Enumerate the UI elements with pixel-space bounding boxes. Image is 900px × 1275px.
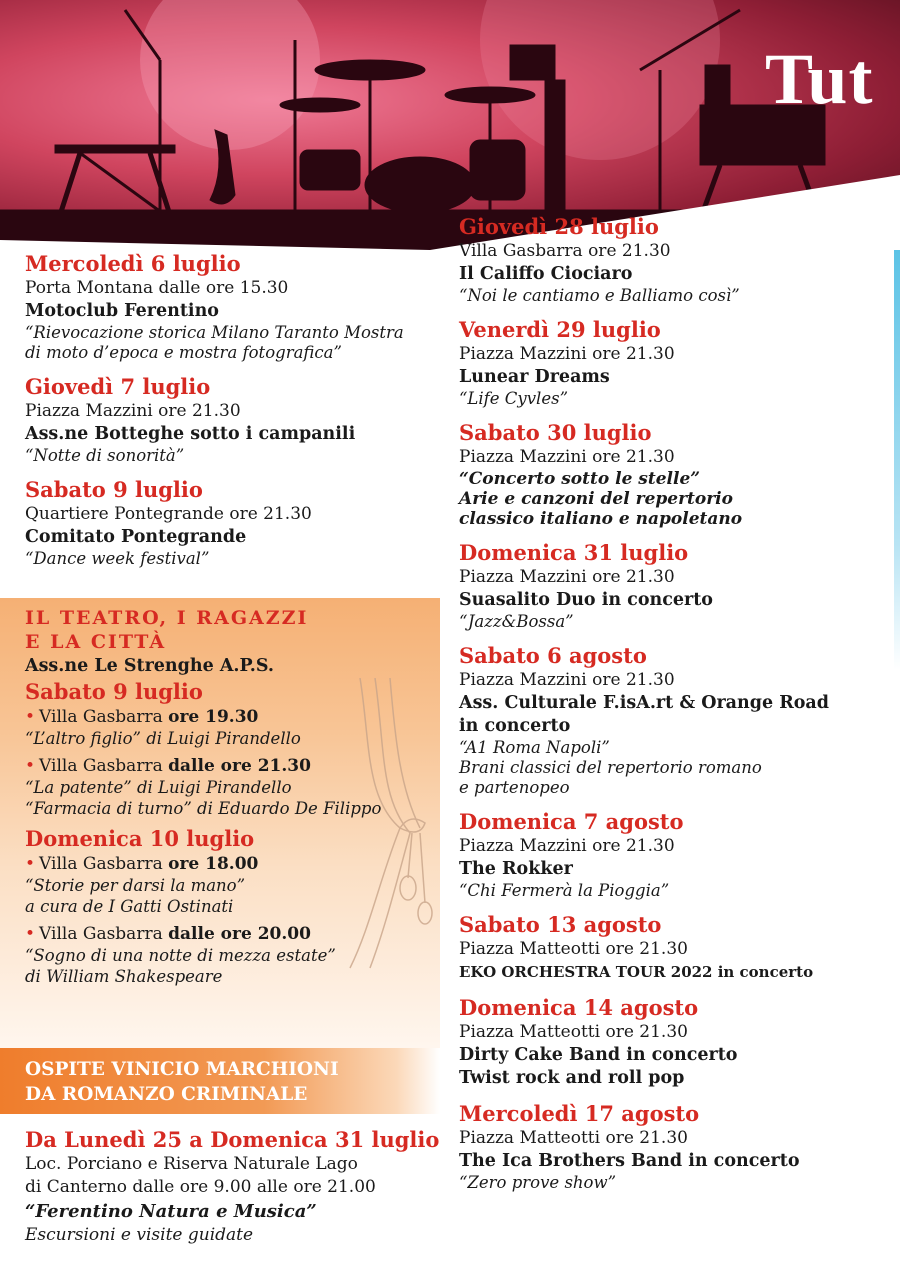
event-description: Brani classici del repertorio romano [459,758,762,777]
guest-line1: OSPITE VINICIO MARCHIONI [25,1059,339,1080]
event-item [459,419,895,529]
event-place: di Canterno dalle ore 9.00 alle ore 21.00 [25,1177,376,1197]
left-events-column [25,250,435,579]
event-item [459,213,895,306]
event-item [459,539,895,632]
event-place: Quartiere Pontegrande ore 21.30 [25,504,312,524]
event-item [459,911,895,984]
event-organizer: in concerto [459,716,571,736]
show-item [25,706,435,749]
event-item [459,316,895,409]
event-place: Piazza Mazzini ore 21.30 [459,836,675,856]
show-time-line [25,755,435,777]
event-description: di moto d’epoca e mostra fotografica” [25,343,342,362]
event-date: Giovedì 7 luglio [25,374,211,399]
event-item [25,250,435,363]
show-title: “Farmacia di turno” di Eduardo De Filippo [25,799,382,818]
right-events-column [459,213,895,1203]
event-item [459,994,895,1090]
event-place: Piazza Matteotti ore 21.30 [459,1128,688,1148]
teatro-panel [0,598,440,1048]
event-date: Sabato 30 luglio [459,420,652,445]
event-organizer: Il Califfo Ciociaro [459,264,633,284]
show-item [25,923,435,987]
show-time-line [25,706,435,728]
show-time: dalle ore 20.00 [168,924,311,944]
event-organizer: The Ica Brothers Band in concerto [459,1151,800,1171]
event-date: Mercoledì 6 luglio [25,251,241,276]
event-organizer: Twist rock and roll pop [459,1068,685,1088]
event-description: “Rievocazione storica Milano Taranto Mostra [25,323,404,342]
show-time: ore 18.00 [168,854,259,874]
show-place: Villa Gasbarra [39,707,163,727]
final-event [25,1126,445,1246]
bullet-icon: • [25,854,36,874]
event-description: “Dance week festival” [25,549,210,568]
event-organizer: Lunear Dreams [459,367,610,387]
event-date: Mercoledì 17 agosto [459,1101,700,1126]
event-date: Venerdì 29 luglio [459,317,661,342]
teatro-association: Ass.ne Le Strenghe A.P.S. [25,656,274,676]
event-item [25,476,435,569]
event-organizer: Dirty Cake Band in concerto [459,1045,738,1065]
event-description: “Life Cyvles” [459,389,568,408]
event-place: Piazza Mazzini ore 21.30 [459,670,675,690]
event-description: classico italiano e napoletano [459,509,743,529]
event-title: “Ferentino Natura e Musica” [25,1201,317,1222]
poster-title: Tut [765,39,874,119]
event-date: Sabato 9 luglio [25,477,203,502]
show-time: dalle ore 21.30 [168,756,311,776]
event-place: Villa Gasbarra ore 21.30 [459,241,671,261]
event-organizer: The Rokker [459,859,573,879]
teatro-title-line2: E LA CITTÀ [25,631,167,653]
event-description: “Noi le cantiamo e Balliamo così” [459,286,740,305]
event-date: Da Lunedì 25 a Domenica 31 luglio [25,1127,440,1152]
event-place: Porta Montana dalle ore 15.30 [25,278,289,298]
bullet-icon: • [25,756,36,776]
show-title: “Sogno di una notte di mezza estate” [25,946,336,965]
event-place: Piazza Matteotti ore 21.30 [459,1022,688,1042]
event-item [25,373,435,466]
event-date: Domenica 14 agosto [459,995,699,1020]
event-description: “Zero prove show” [459,1173,617,1192]
event-place: Loc. Porciano e Riserva Naturale Lago [25,1154,358,1174]
show-time-line [25,853,435,875]
show-time: ore 19.30 [168,707,259,727]
event-date: Domenica 31 luglio [459,540,689,565]
event-date: Giovedì 28 luglio [459,214,659,239]
event-item [459,1100,895,1193]
bullet-icon: • [25,707,36,727]
event-place: Piazza Matteotti ore 21.30 [459,939,688,959]
event-description: “Chi Fermerà la Pioggia” [459,881,670,900]
show-item [25,853,435,917]
teatro-title-line1: IL TEATRO, I RAGAZZI [25,607,309,629]
event-description: “Jazz&Bossa” [459,612,574,631]
event-place: Piazza Mazzini ore 21.30 [459,344,675,364]
event-date: Sabato 13 agosto [459,912,662,937]
event-organizer: Suasalito Duo in concerto [459,590,713,610]
event-organizer: Comitato Pontegrande [25,527,247,547]
teatro-day2-date: Domenica 10 luglio [25,826,255,851]
event-place: Piazza Mazzini ore 21.30 [25,401,241,421]
event-organizer: Ass. Culturale F.isA.rt & Orange Road [459,693,830,713]
event-item [459,642,895,798]
event-item [459,808,895,901]
event-place: Piazza Mazzini ore 21.30 [459,447,675,467]
show-place: Villa Gasbarra [39,854,163,874]
teatro-day1-date: Sabato 9 luglio [25,679,203,704]
event-organizer: Motoclub Ferentino [25,301,219,321]
show-title: “La patente” di Luigi Pirandello [25,778,292,797]
show-time-line [25,923,435,945]
show-title: di William Shakespeare [25,967,223,986]
show-item [25,755,435,819]
event-description: e partenopeo [459,778,570,797]
event-date: Sabato 6 agosto [459,643,647,668]
event-date: Domenica 7 agosto [459,809,684,834]
show-title: “Storie per darsi la mano” [25,876,246,895]
teatro-day1-items [25,706,435,819]
show-title: a cura de I Gatti Ostinati [25,897,234,916]
guest-banner [0,1048,440,1114]
show-title: “L’altro figlio” di Luigi Pirandello [25,729,301,748]
event-description: Arie e canzoni del repertorio [459,489,733,509]
event-place: Piazza Mazzini ore 21.30 [459,567,675,587]
event-description: “A1 Roma Napoli” [459,738,610,757]
event-description: “Concerto sotto le stelle” [459,469,701,489]
guest-line2: DA ROMANZO CRIMINALE [25,1084,308,1105]
show-place: Villa Gasbarra [39,756,163,776]
event-organizer: EKO ORCHESTRA TOUR 2022 in concerto [459,963,814,981]
teatro-day2-items [25,853,435,987]
event-description: “Notte di sonorità” [25,446,185,465]
show-place: Villa Gasbarra [39,924,163,944]
event-subtitle: Escursioni e visite guidate [25,1225,254,1245]
event-organizer: Ass.ne Botteghe sotto i campanili [25,424,356,444]
bullet-icon: • [25,924,36,944]
